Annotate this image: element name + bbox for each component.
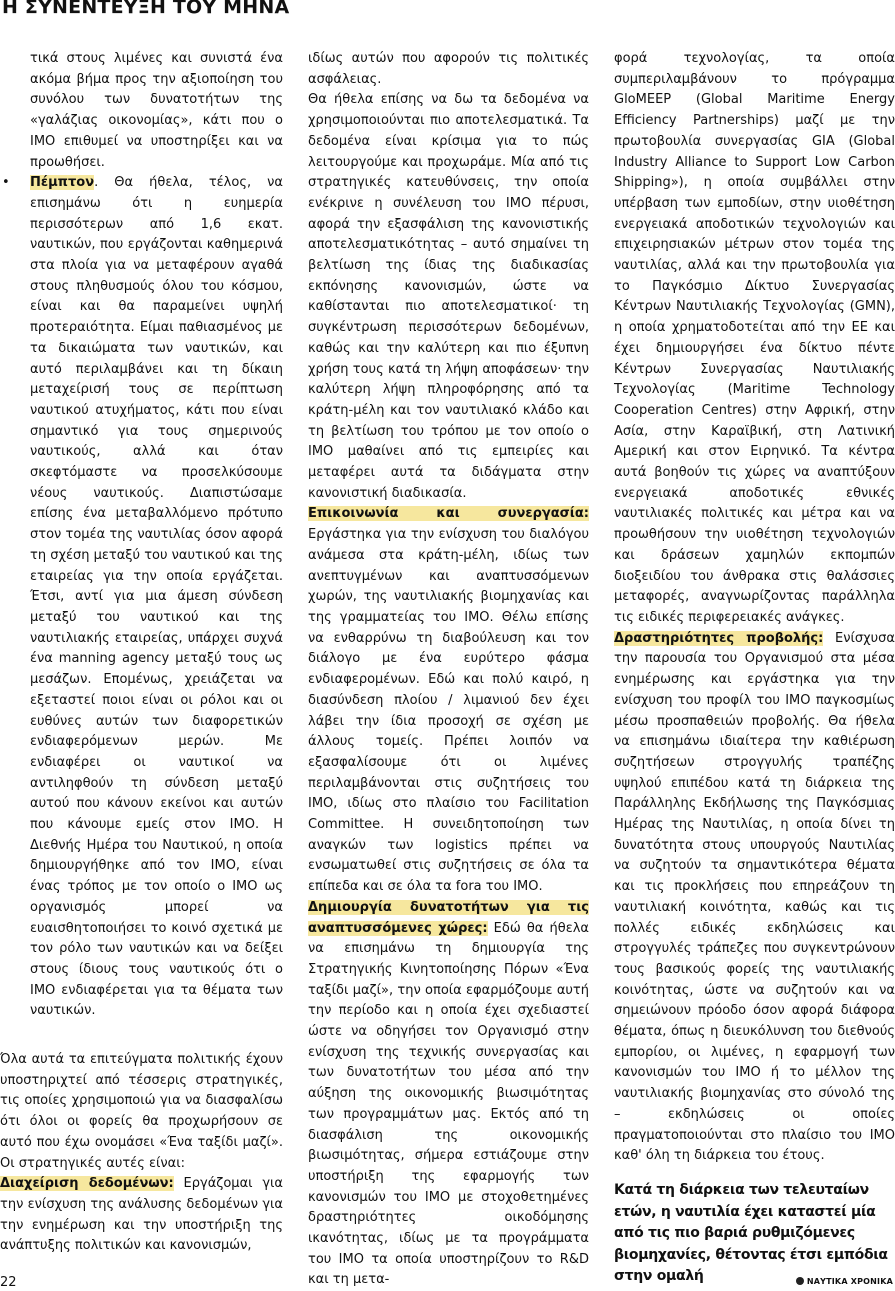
outreach-paragraph bbox=[614, 629, 895, 1167]
highlight-label: Διαχείριση δεδομένων: bbox=[0, 1176, 174, 1192]
paragraph-text: Ενίσχυσα την παρουσία του Οργανισμού στα μέσα ενημέρωσης και εργάστηκα για την ενίσχυση του προφίλ του ΙΜΟ παγκοσμίως μέσω προσπαθειών προβολής. Θα ήθελα να επισημάνω ιδιαίτερα την καθιέρωση συζητήσεων στρογγυλής τραπέζης υψηλού επιπέδου κατά τη διάρκεια της Παράλληλης Εκδήλωσης της Παγκόσμιας Ημέρας της Ναυτιλίας, η οποία δίνει τη δυνατότητα στους υπουργούς Ναυτιλίας να συζητούν τα σημαντικότερα θέματα και τις προκλήσεις που επηρεάζουν τη ναυτιλιακή κοινότητα, καθώς και τις πολλές ειδικές εκδηλώσεις και στρογγυλές τράπεζες που συγκεντρώνουν τους βασικούς φορείς της ναυτιλιακής κοινότητας, ώστε να συζητούν και να σημειώνουν πρόοδο όσον αφορά διάφορα θέματα, όπως η διευκόλυνση του διεθνούς εμπορίου, οι λιμένες, η εφαρμογή των κανονισμών του ΙΜΟ ή το μέλλον της ναυτιλιακής βιομηχανίας στο σύνολό της – εκδηλώσεις οι οποίες πραγματοποιούνται στο πλαίσιο του ΙΜΟ καθ' όλη τη διάρκεια του έτους. bbox=[614, 630, 895, 1164]
paragraph-text: Εργάστηκα για την ενίσχυση του διαλόγου ανάμεσα στα κράτη-μέλη, ιδίως των ανεπτυγμένων και αναπτυσσόμενων χωρών, της ναυτιλιακής βιομηχανίας και της γραμματείας του ΙΜΟ. Θέλω επίσης να ενθαρρύνω τη διαβούλευση και τον διάλογο με ένα ευρύτερο φάσμα ενδιαφερομένων. Εδώ και πολύ καιρό, η διασύνδεση πλοίου / λιμανιού δεν έχει λάβει την ίδια προσοχή σε σχέση με άλλους τομείς. Πρέπει λοιπόν να εξασφαλίσουμε ότι οι λιμένες περιλαμβάνονται στις συζητήσεις του ΙΜΟ, ιδίως στο πλαίσιο του Facilitation Committee. Η συνειδητοποίηση των αναγκών των logistics πρέπει να ενσωματωθεί στις συζητήσεις σε όλα τα επίπεδα και σε όλα τα fora του ΙΜΟ. bbox=[308, 527, 589, 895]
paragraph: φορά τεχνολογίας, τα οποία συμπεριλαμβάνουν το πρόγραμμα GloMEEP (Global Maritime Energy Efficiency Partnerships) μαζί με την πρωτοβουλία συνεργασίας GIA (Global Industry Alliance to Support Low Carbon Shipping»), η οποία συμβάλλει στην υπέρβαση των εμποδίων, στην υιοθέτηση ενεργειακά αποδοτικών τεχνολογιών και επιχειρησιακών μέτρων στον τομέα της ναυτιλίας, αλλά και την πρωτοβουλία για το Παγκόσμιο Δίκτυο Συνεργασίας Κέντρων Ναυτιλιακής Τεχνολογίας (GMN), η οποία χρηματοδοτείται από την ΕΕ και έχει δημιουργήσει ένα δίκτυο πέντε Κέντρων Συνεργασίας Ναυτιλιακής Τεχνολογίας (Maritime Technology Cooperation Centres) στην Αφρική, στην Ασία, στην Καραϊβική, στη Λατινική Αμερική και στον Ειρηνικό. Τα κέντρα αυτά βοηθούν τις χώρες να αναπτύξουν ενεργειακά αποδοτικές εθνικές ναυτιλιακές πολιτικές και μέτρα και να προωθήσουν την υιοθέτηση τεχνολογιών και δράσεων χαμηλών εκπομπών διοξειδίου του άνθρακα στις θαλάσσιες μεταφορές, αναγνωρίζοντας παράλληλα τις ειδικές περιφερειακές ανάγκες. bbox=[614, 51, 895, 625]
bullet-icon: • bbox=[2, 175, 10, 191]
column-3 bbox=[614, 49, 895, 1167]
highlight-label: Πέμπτον bbox=[30, 175, 95, 191]
highlight-label: Δημιουργία δυνατοτήτων για τις αναπτυσσόμενες χώρες: bbox=[308, 899, 589, 936]
paragraph-text: Εδώ θα ήθελα να επισημάνω τη δημιουργία της Στρατηγικής Κινητοποίησης Πόρων «Ένα ταξίδι μαζί», την οποία εφαρμόζουμε αυτή την περίοδο και η οποία έχει σχεδιαστεί ώστε να οδηγήσει τον Οργανισμό στην ενίσχυση της τεχνικής συνεργασίας και των δυνατοτήτων του μέσα από την αύξηση της οικονομικής βιωσιμότητας των προγραμμάτων μας. Εκτός από τη διασφάλιση της οικονομικής βιωσιμότητας, σήμερα εστιάζουμε στην υποστήριξη της εφαρμογής των κανονισμών του ΙΜΟ με στοχοθετημένες δραστηριότητες οικοδόμησης ικανότητας, ιδίως με τα προγράμματα του ΙΜΟ τα οποία υποστηρίζουν το R&D και τη μετα- bbox=[308, 920, 589, 1288]
paragraph: τικά στους λιμένες και συνιστά ένα ακόμα βήμα προς την αξιοποίηση του συνόλου των δυνατοτήτων της «γαλάζιας οικονομίας», κάτι που ο ΙΜΟ επιθυμεί να υποστηρίξει και να προωθήσει. bbox=[30, 51, 283, 170]
paragraph: Θα ήθελα επίσης να δω τα δεδομένα να χρησιμοποιούνται πιο αποτελεσματικά. Τα δεδομένα είναι κρίσιμα για το πώς λειτουργούμε και προχωράμε. Μία από τις στρατηγικές κατευθύνσεις, την οποία ενέκρινε η συνέλευση του ΙΜΟ πέρυσι, αφορά την εξασφάλιση της κανονιστικής αποτελεσματικότητας – αυτό σημαίνει τη βελτίωση της ίδιας της διαδικασίας εκπόνησης κανονισμών, ώστε να καθίστανται πιο αποτελεσματικοί· τη συγκέντρωση περισσότερων δεδομένων, καθώς και την καλύτερη και πιο έξυπνη χρήση τους κατά τη λήψη αποφάσεων· την καλύτερη λήψη πληροφόρησης από τα κράτη-μέλη και τον ναυτιλιακό κλάδο και τη βελτίωση του τρόπου με τον οποίο ο ΙΜΟ μαθαίνει από τις εμπειρίες και μεταφέρει αυτά τα διδάγματα στην κανονιστική διαδικασία. bbox=[308, 92, 589, 501]
brand-logo-icon bbox=[796, 1277, 804, 1285]
highlight-label: Δραστηριότητες προβολής: bbox=[614, 630, 824, 646]
paragraph-text: Εργάζομαι για την ενίσχυση της ανάλυσης δεδομένων για την ενημέρωση και την υποστήριξη της ανάπτυξης πολιτικών και κανονισμών, bbox=[0, 1176, 283, 1254]
column-2 bbox=[308, 49, 589, 1291]
data-management-paragraph bbox=[0, 1174, 283, 1257]
section-header: Η ΣΥΝΕΝΤΕΥΞΗ ΤΟΥ ΜΗΝΑ bbox=[2, 0, 290, 18]
communication-paragraph bbox=[308, 504, 589, 897]
page-number: 22 bbox=[0, 1275, 17, 1290]
paragraph: Όλα αυτά τα επιτεύγματα πολιτικής έχουν υποστηριχτεί από τέσσερις στρατηγικές, τις οποίες χρησιμοποιώ για να διασφαλίσω ότι όλοι οι φορείς θα προχωρήσουν σε αυτό που έχω ονομάσει «Ένα ταξίδι μαζί». Οι στρατηγικές αυτές είναι: bbox=[0, 1052, 283, 1171]
column-1-lower bbox=[0, 1050, 283, 1257]
brand-footer bbox=[796, 1277, 893, 1286]
brand-name: ΝΑΥΤΙΚΑ ΧΡΟΝΙΚΑ bbox=[806, 1277, 893, 1286]
bullet-item-fifth bbox=[2, 173, 283, 1022]
paragraph-text: . Θα ήθελα, τέλος, να επισημάνω ότι η ευημερία περισσότερων από 1,6 εκατ. ναυτικών, που εργάζονται καθημερινά στα πλοία για να μεταφέρουν αγαθά στους πληθυσμούς όλου του κόσμου, είναι και θα παραμείνει υψηλή προτεραιότητα. Είμαι παθιασμένος με τα δικαιώματα των ναυτικών, και αυτό περιλαμβάνει και τη δίκαιη μεταχείρισή τους σε περίπτωση ναυτικού ατυχήματος, κάτι που είναι σημαντικό για τους σημερινούς ναυτικούς, αλλά και όταν σκεφτόμαστε να προσελκύσουμε νέους ναυτικούς. Διαπιστώσαμε επίσης ένα μεταβαλλόμενο πρότυπο στον τομέα της ναυτιλίας όσον αφορά τη σχέση μεταξύ του ναυτικού και της εταιρείας για την οποία εργάζεται. Έτσι, αντί για μια άμεση σύνδεση μεταξύ του ναυτικού και της ναυτιλιακής εταιρείας, υπάρχει συχνά ένα manning agency μεταξύ τους ως μεσάζων. Επομένως, χρειάζεται να εξεταστεί ποιοι είναι οι ρόλοι και οι ευθύνες αυτών των διαφορετικών ενδιαφερόμενων μερών. Με ενδιαφέρει οι ναυτικοί να αντιληφθούν τη σύνδεση μεταξύ αυτού που κάνουν εκείνοι και αυτών που κάνουμε εμείς στον ΙΜΟ. Η Διεθνής Ημέρα του Ναυτικού, η οποία δημιουργήθηκε από τον ΙΜΟ, είναι ένας τρόπος με τον οποίο ο ΙΜΟ ως οργανισμός μπορεί να ευαισθητοποιήσει το κοινό σχετικά με τον ρόλο των ναυτικών και να δείξει στους ίδιους τους ναυτικούς ότι ο ΙΜΟ ενδιαφέρεται για τα θέματα των ναυτικών. bbox=[30, 175, 283, 1019]
pull-quote: Κατά τη διάρκεια των τελευταίων ετών, η ναυτιλία έχει καταστεί μία από τις πιο βαριά ρυθμιζόμενες βιομηχανίες, θέτοντας έτσι εμπόδια στην ομαλή bbox=[614, 1182, 888, 1284]
column-1 bbox=[2, 49, 283, 1022]
paragraph: ιδίως αυτών που αφορούν τις πολιτικές ασφάλειας. bbox=[308, 51, 589, 87]
capacity-paragraph bbox=[308, 898, 589, 1291]
highlight-label: Επικοινωνία και συνεργασία: bbox=[308, 506, 589, 522]
